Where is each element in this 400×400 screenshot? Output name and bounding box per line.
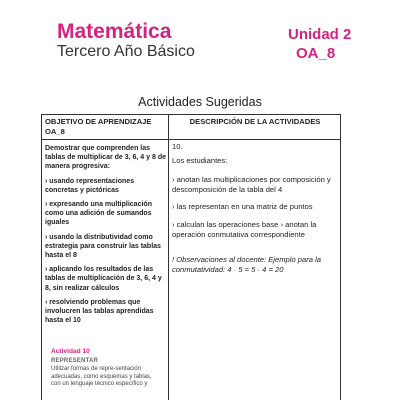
activity-title: Actividad 10	[51, 348, 90, 355]
description-column	[172, 142, 338, 282]
description-item: › calculan las operaciones base › anotan la operación conmutativa correspondiente	[172, 219, 317, 239]
activity-subtitle: REPRESENTAR	[51, 358, 99, 364]
column-divider	[168, 115, 169, 400]
objective-column-header: OBJETIVO DE APRENDIZAJE OA_8	[45, 117, 152, 136]
description-item: › anotan las multiplicaciones por composición y descomposición de la tabla del 4	[172, 175, 331, 194]
objective-item: › usando representaciones concretas y pictóricas	[45, 177, 135, 194]
objective-item: › resolviendo problemas que involucren las tablas aprendidas hasta el 10	[45, 298, 154, 325]
unit-label: Unidad 2	[288, 26, 352, 43]
objective-item: › expresando una multiplicación como una adición de sumandos iguales	[45, 201, 152, 227]
objective-item: › usando la distributividad como estrategia para construir las tablas hasta el 8	[45, 233, 161, 260]
activity-number: 10.	[172, 142, 183, 151]
activity-body: Utilizar formas de repre-sentación adecuadas, como esquemas y tablas, con un lenguaje técnico específico y	[51, 366, 152, 388]
objective-code: OA_8	[296, 45, 336, 62]
objective-item: › aplicando los resultados de las tablas de multiplicación de 3, 6, 4 y 8, sin realizar cálculos	[45, 266, 162, 292]
objective-intro: Demostrar que comprenden las tablas de multiplicar de 3, 6, 4 y 8 de manera progresiva:	[45, 145, 166, 171]
grade-level: Tercero Año Básico	[57, 43, 195, 60]
objective-column	[45, 144, 166, 330]
header-divider	[42, 139, 340, 140]
subject-title: Matemática	[57, 20, 172, 43]
description-intro: Los estudiantes:	[172, 155, 228, 165]
teacher-note: ! Observaciones al docente: Ejemplo para la conmutatividad: 4 · 5 = 5 · 4 = 20	[172, 255, 322, 274]
description-item: › las representan en una matriz de puntos	[172, 202, 313, 212]
section-title: Actividades Sugeridas	[138, 95, 262, 109]
description-column-header: DESCRIPCIÓN DE LA ACTIVIDADES	[189, 117, 321, 126]
activities-table	[41, 114, 341, 400]
